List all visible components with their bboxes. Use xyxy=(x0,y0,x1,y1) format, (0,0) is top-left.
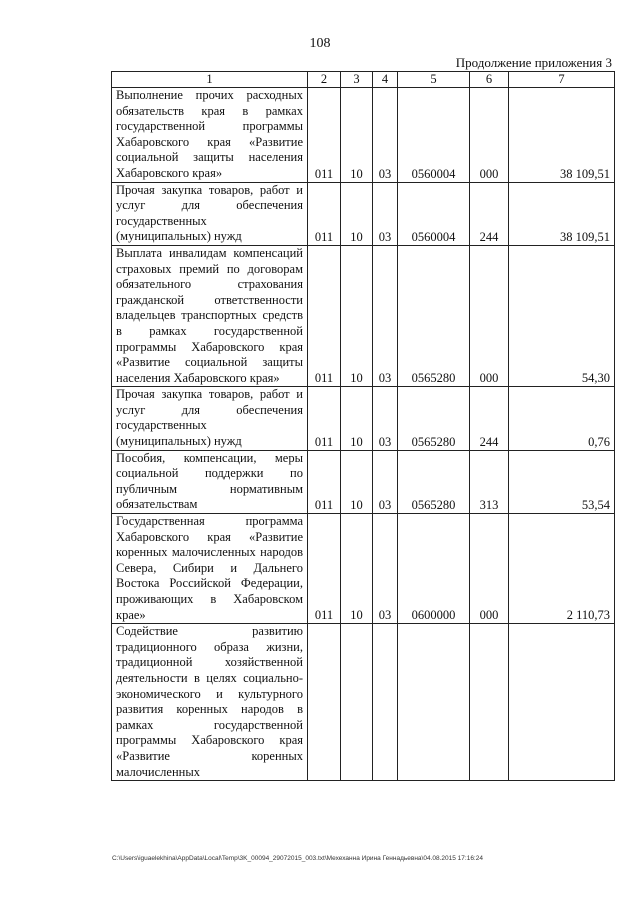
section-code: 10 xyxy=(341,450,373,513)
column-header: 6 xyxy=(470,72,509,88)
column-header: 7 xyxy=(509,72,615,88)
table-row xyxy=(112,387,615,450)
amount: 54,30 xyxy=(509,245,615,386)
row-name: Выполнение прочих расходных обязательств края в рамках государственной программы Хабаровского края «Развитие социальной защиты населения Хабаровского края» xyxy=(112,88,308,183)
expense-type-code xyxy=(470,624,509,781)
target-article-code: 0600000 xyxy=(398,514,470,624)
table-row xyxy=(112,245,615,386)
section-code: 10 xyxy=(341,88,373,183)
ministry-code: 011 xyxy=(308,450,341,513)
expense-type-code: 000 xyxy=(470,514,509,624)
table-row xyxy=(112,88,615,183)
row-name: Выплата инвалидам компенсаций страховых премий по договорам обязательного страхования гражданской ответственности владельцев транспортных средств в рамках государственной программы Хабаровского края «Развитие социальной защиты населения Хабаровского края» xyxy=(112,245,308,386)
section-code: 10 xyxy=(341,387,373,450)
expense-type-code: 000 xyxy=(470,88,509,183)
table-row xyxy=(112,450,615,513)
amount: 2 110,73 xyxy=(509,514,615,624)
expense-type-code: 244 xyxy=(470,182,509,245)
table-header-row xyxy=(112,72,615,88)
amount: 53,54 xyxy=(509,450,615,513)
target-article-code: 0560004 xyxy=(398,88,470,183)
subsection-code: 03 xyxy=(373,514,398,624)
table-row xyxy=(112,182,615,245)
column-header: 5 xyxy=(398,72,470,88)
row-name: Содействие развитию традиционного образа жизни, традиционной хозяйственной деятельности в целях социально-экономического и культурного развития коренных народов в рамках государственной программы Хабаровского края «Развитие коренных малочисленных xyxy=(112,624,308,781)
budget-table xyxy=(111,71,615,781)
subsection-code: 03 xyxy=(373,182,398,245)
target-article-code xyxy=(398,624,470,781)
row-name: Пособия, компенсации, меры социальной поддержки по публичным нормативным обязательствам xyxy=(112,450,308,513)
ministry-code: 011 xyxy=(308,514,341,624)
ministry-code: 011 xyxy=(308,387,341,450)
page-number: 108 xyxy=(309,36,331,51)
amount: 38 109,51 xyxy=(509,88,615,183)
ministry-code xyxy=(308,624,341,781)
column-header: 2 xyxy=(308,72,341,88)
target-article-code: 0560004 xyxy=(398,182,470,245)
ministry-code: 011 xyxy=(308,88,341,183)
table-row xyxy=(112,624,615,781)
subsection-code: 03 xyxy=(373,88,398,183)
subsection-code xyxy=(373,624,398,781)
row-name: Государственная программа Хабаровского края «Развитие коренных малочисленных народов Севера, Сибири и Дальнего Востока Российской Федерации, проживающих в Хабаровском крае» xyxy=(112,514,308,624)
ministry-code: 011 xyxy=(308,182,341,245)
section-code xyxy=(341,624,373,781)
section-code: 10 xyxy=(341,182,373,245)
section-code: 10 xyxy=(341,514,373,624)
target-article-code: 0565280 xyxy=(398,387,470,450)
row-name: Прочая закупка товаров, работ и услуг для обеспечения государственных (муниципальных) нужд xyxy=(112,182,308,245)
ministry-code: 011 xyxy=(308,245,341,386)
target-article-code: 0565280 xyxy=(398,450,470,513)
expense-type-code: 000 xyxy=(470,245,509,386)
footer-file-path: C:\Users\iguaelekhina\AppData\Local\Temp\3K_00094_29072015_003.txt\Мехеханна Ирина Геннадьевна\04.08.2015 17:16:24 xyxy=(112,855,483,862)
column-header: 1 xyxy=(112,72,308,88)
column-header: 3 xyxy=(341,72,373,88)
amount: 38 109,51 xyxy=(509,182,615,245)
expense-type-code: 244 xyxy=(470,387,509,450)
amount xyxy=(509,624,615,781)
appendix-continuation-label: Продолжение приложения 3 xyxy=(455,55,612,70)
subsection-code: 03 xyxy=(373,245,398,386)
column-header: 4 xyxy=(373,72,398,88)
section-code: 10 xyxy=(341,245,373,386)
subsection-code: 03 xyxy=(373,387,398,450)
row-name: Прочая закупка товаров, работ и услуг для обеспечения государственных (муниципальных) нужд xyxy=(112,387,308,450)
subsection-code: 03 xyxy=(373,450,398,513)
amount: 0,76 xyxy=(509,387,615,450)
expense-type-code: 313 xyxy=(470,450,509,513)
table-row xyxy=(112,514,615,624)
target-article-code: 0565280 xyxy=(398,245,470,386)
